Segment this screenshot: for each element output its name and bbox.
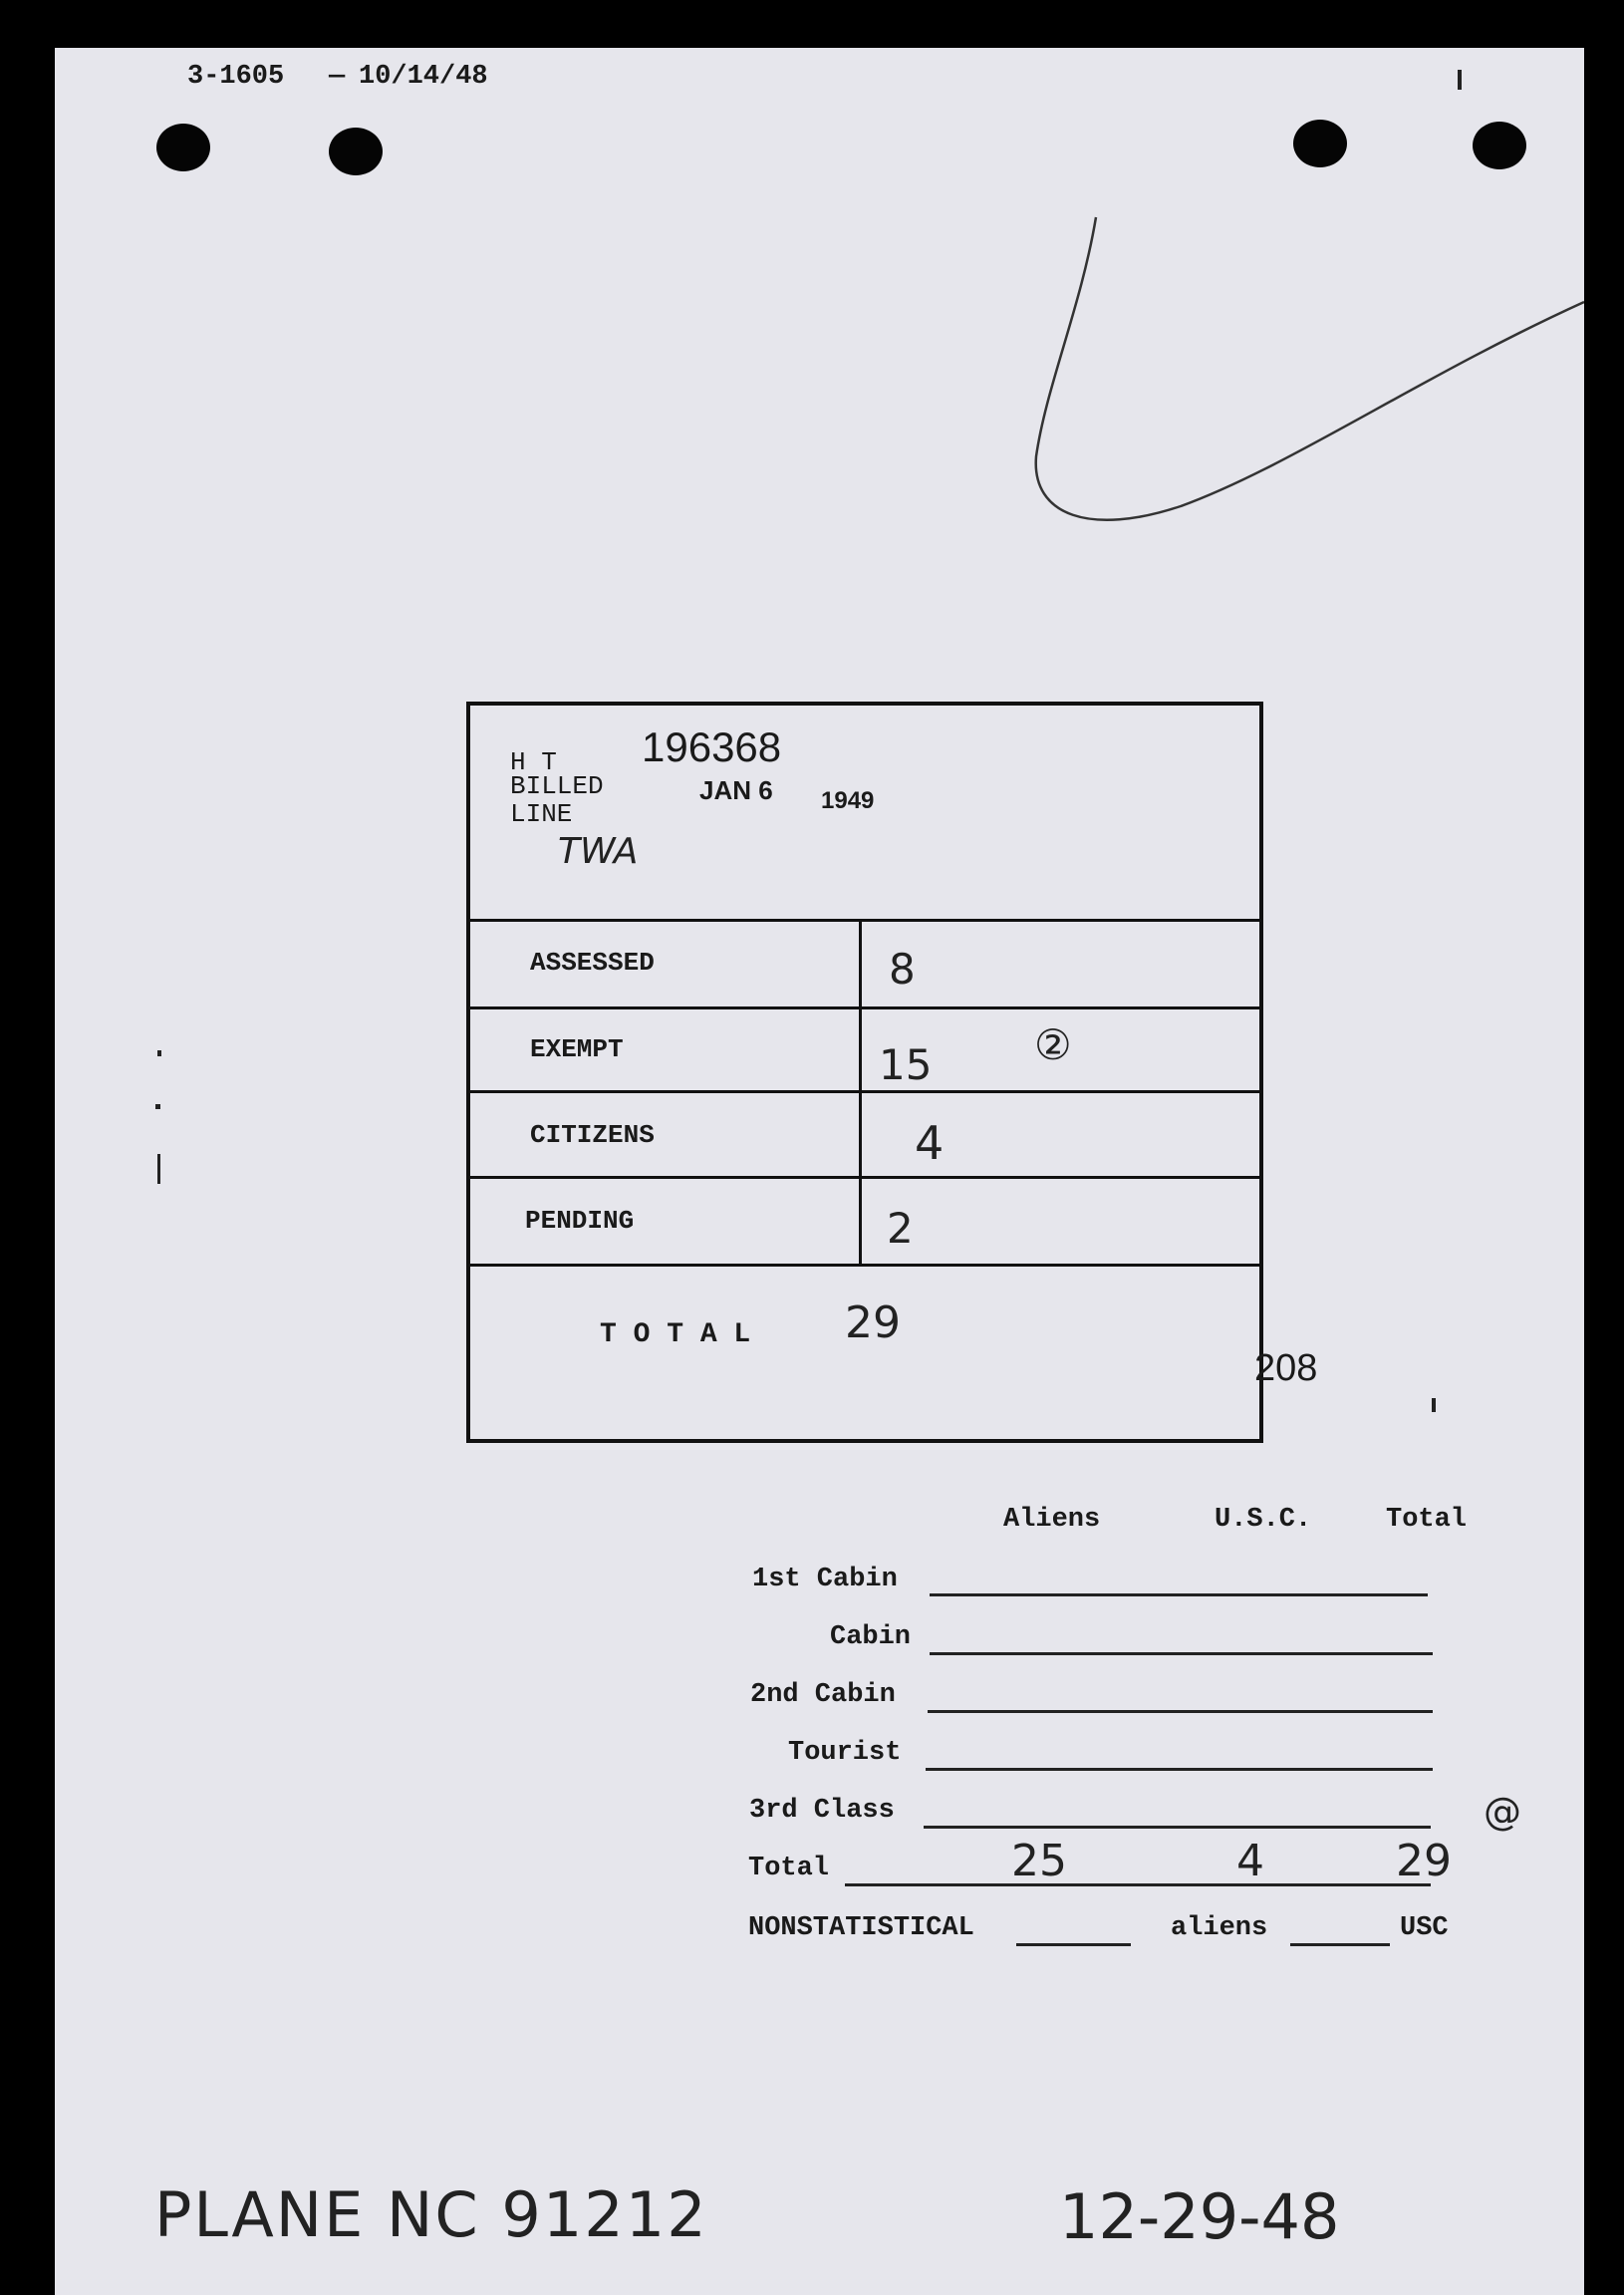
document-page — [55, 48, 1584, 2295]
speck — [157, 1154, 160, 1184]
punch-hole — [329, 128, 383, 175]
row-label-3rd-class: 3rd Class — [749, 1796, 895, 1826]
row-label-cabin: Cabin — [830, 1622, 912, 1652]
exempt-value: 15 — [879, 1040, 933, 1089]
divider — [470, 1090, 1259, 1093]
speck — [157, 1050, 161, 1056]
divider — [470, 1176, 1259, 1179]
citizens-label: CITIZENS — [530, 1120, 655, 1150]
billed-label: BILLED — [510, 771, 604, 801]
blank-line — [930, 1652, 1433, 1655]
side-number: 208 — [1254, 1347, 1318, 1389]
divider — [470, 919, 1259, 922]
speck — [1458, 70, 1462, 90]
billed-year-stamp: 1949 — [821, 787, 875, 814]
header-date: 10/14/48 — [359, 62, 488, 92]
line-label: LINE — [510, 799, 573, 829]
citizens-value: 4 — [915, 1116, 945, 1170]
total-usc-value: 4 — [1236, 1836, 1264, 1886]
assessed-label: ASSESSED — [530, 948, 655, 978]
exempt-label: EXEMPT — [530, 1034, 624, 1064]
row-label-2nd-cabin: 2nd Cabin — [750, 1680, 896, 1710]
column-divider — [859, 919, 862, 1266]
ht-number: 196368 — [642, 723, 782, 770]
form-number: 3-1605 — [187, 62, 285, 92]
circle-note: @ — [1484, 1790, 1521, 1834]
header-dash: — — [329, 62, 346, 92]
blank-line — [928, 1710, 1433, 1713]
nonstatistical-aliens-label: aliens — [1171, 1913, 1268, 1943]
total-value: 29 — [845, 1297, 901, 1348]
speck — [155, 1104, 160, 1109]
blank-line — [924, 1826, 1431, 1829]
line-value: TWA — [558, 831, 639, 872]
assessed-value: 8 — [889, 945, 916, 994]
col-header-total: Total — [1386, 1505, 1468, 1535]
blank-line — [845, 1883, 1431, 1886]
divider — [470, 1264, 1259, 1267]
speck — [1432, 1398, 1436, 1412]
plane-number: PLANE NC 91212 — [154, 2178, 708, 2251]
divider — [470, 1006, 1259, 1009]
col-header-aliens: Aliens — [1003, 1505, 1101, 1535]
blank-line — [930, 1593, 1428, 1596]
total-aliens-value: 25 — [1011, 1836, 1067, 1886]
ht-label: H T — [510, 747, 557, 777]
row-label-1st-cabin: 1st Cabin — [752, 1565, 898, 1594]
pending-value: 2 — [887, 1204, 914, 1253]
blank-line — [926, 1768, 1433, 1771]
row-label-tourist: Tourist — [788, 1738, 902, 1768]
total-label: T O T A L — [600, 1319, 751, 1350]
pencil-stroke-mark — [951, 157, 1584, 586]
billed-date-stamp: JAN 6 — [699, 775, 773, 805]
blank-line — [1290, 1943, 1390, 1946]
col-header-usc: U.S.C. — [1215, 1505, 1312, 1535]
footer-date: 12-29-48 — [1059, 2180, 1340, 2253]
punch-hole — [156, 124, 210, 171]
blank-line — [1016, 1943, 1131, 1946]
hospital-tax-form-box — [466, 702, 1263, 1443]
nonstatistical-label: NONSTATISTICAL — [748, 1913, 974, 1943]
total-total-value: 29 — [1396, 1836, 1452, 1886]
row-label-total: Total — [748, 1854, 830, 1883]
exempt-note: ② — [1034, 1020, 1072, 1069]
pending-label: PENDING — [525, 1206, 635, 1236]
nonstatistical-usc-label: USC — [1400, 1913, 1449, 1943]
